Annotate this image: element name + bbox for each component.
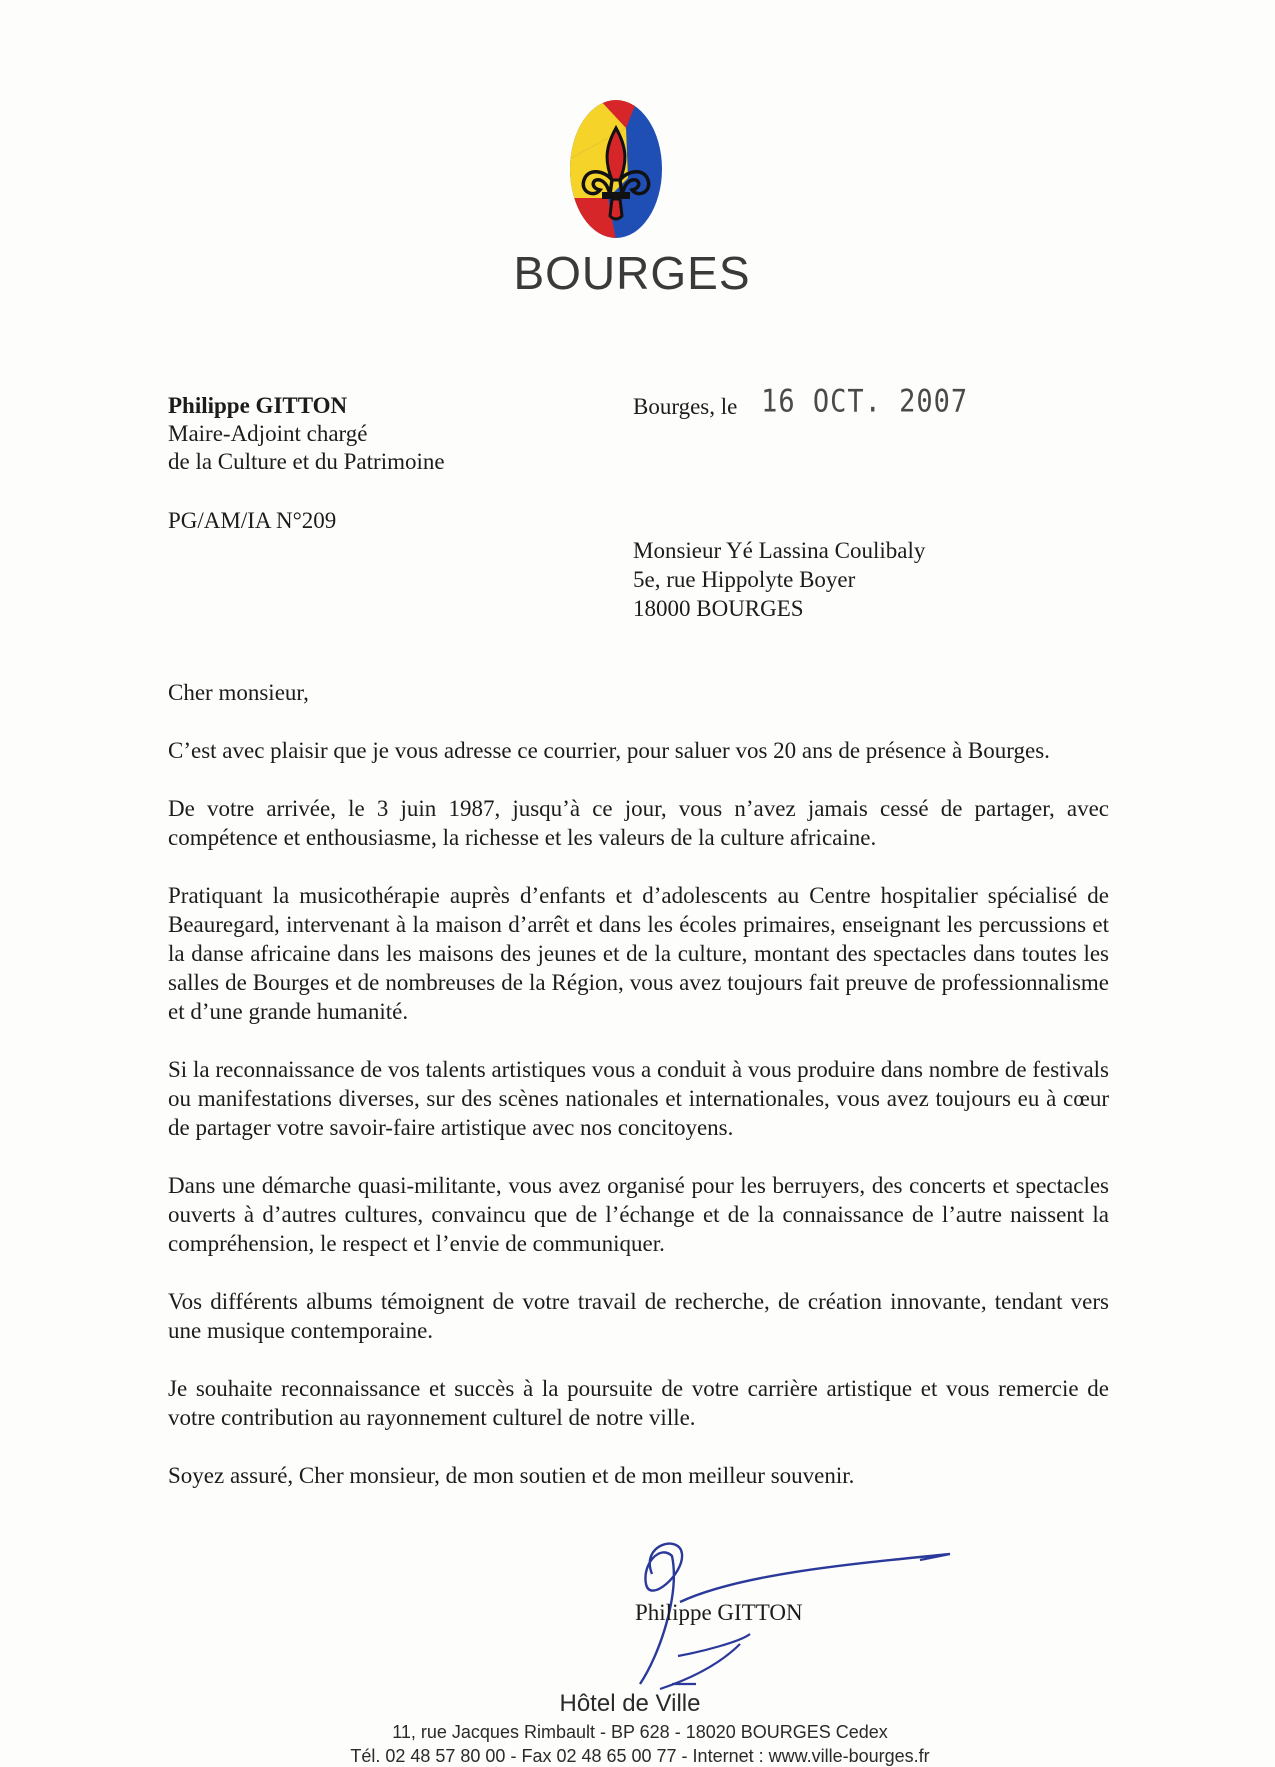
footer-contact: Tél. 02 48 57 80 00 - Fax 02 48 65 00 77 - Internet : www.ville-bourges.fr [350,1746,930,1766]
recipient-line2: 5e, rue Hippolyte Boyer [633,567,856,592]
body-paragraph: C’est avec plaisir que je vous adresse ce courrier, pour saluer vos 20 ans de présence à Bourges. [168,738,1050,763]
body-paragraph: Je souhaite reconnaissance et succès à la poursuite de votre carrière artistique et vous remercie de votre contribution au rayonnement culturel de notre ville. [168,1376,1109,1430]
body-paragraph: Dans une démarche quasi-militante, vous avez organisé pour les berruyers, des concerts et spectacles ouverts à d’autres cultures, convaincu que de l’échange et de la connaissance de l’autre naissent la compréhension, le respect et l’envie de communiquer. [168,1173,1109,1256]
footer-institution: Hôtel de Ville [559,1690,701,1717]
recipient-line1: Monsieur Yé Lassina Coulibaly [633,538,926,563]
sender-title-line1: Maire-Adjoint chargé [168,421,368,446]
reference-number: PG/AM/IA N°209 [168,508,337,533]
date-stamp: 16 OCT. 2007 [761,383,969,420]
letter-body [168,736,1109,1519]
date-line [633,383,969,421]
sender-name: Philippe GITTON [168,393,348,418]
recipient-address [633,536,925,623]
body-paragraph: Si la reconnaissance de vos talents artistiques vous a conduit à vous produire dans nombre de festivals ou manifestations diverses, sur des scènes nationales et internationales, vous avez toujours eu à cœur de partager votre savoir-faire artistique avec nos concitoyens. [168,1057,1109,1140]
salutation: Cher monsieur, [168,680,309,705]
letterhead-brand: BOURGES [513,247,751,299]
sender-title-line2: de la Culture et du Patrimoine [168,449,445,474]
recipient-line3: 18000 BOURGES [633,596,804,621]
body-paragraph: Soyez assuré, Cher monsieur, de mon soutien et de mon meilleur souvenir. [168,1463,855,1488]
body-paragraph: Vos différents albums témoignent de votre travail de recherche, de création innovante, tendant vers une musique contemporaine. [168,1289,1109,1343]
footer-address: 11, rue Jacques Rimbault - BP 628 - 18020 BOURGES Cedex [392,1722,888,1742]
signature-name: Philippe GITTON [635,1600,803,1625]
date-prefix: Bourges, le [633,394,738,419]
body-paragraph: De votre arrivée, le 3 juin 1987, jusqu’à ce jour, vous n’avez jamais cessé de partager, avec compétence et enthousiasme, la richesse et les valeurs de la culture africaine. [168,796,1109,850]
body-paragraph: Pratiquant la musicothérapie auprès d’enfants et d’adolescents au Centre hospitalier spécialisé de Beauregard, intervenant à la maison d’arrêt et dans les écoles primaires, enseignant les percussions et la danse africaine dans les maisons des jeunes et de la culture, montant des spectacles dans toutes les salles de Bourges et de nombreuses de la Région, vous avez toujours fait preuve de professionnalisme et d’une grande humanité. [168,883,1109,1024]
sender-block [168,392,445,476]
fleur-de-lis-icon [568,98,664,240]
